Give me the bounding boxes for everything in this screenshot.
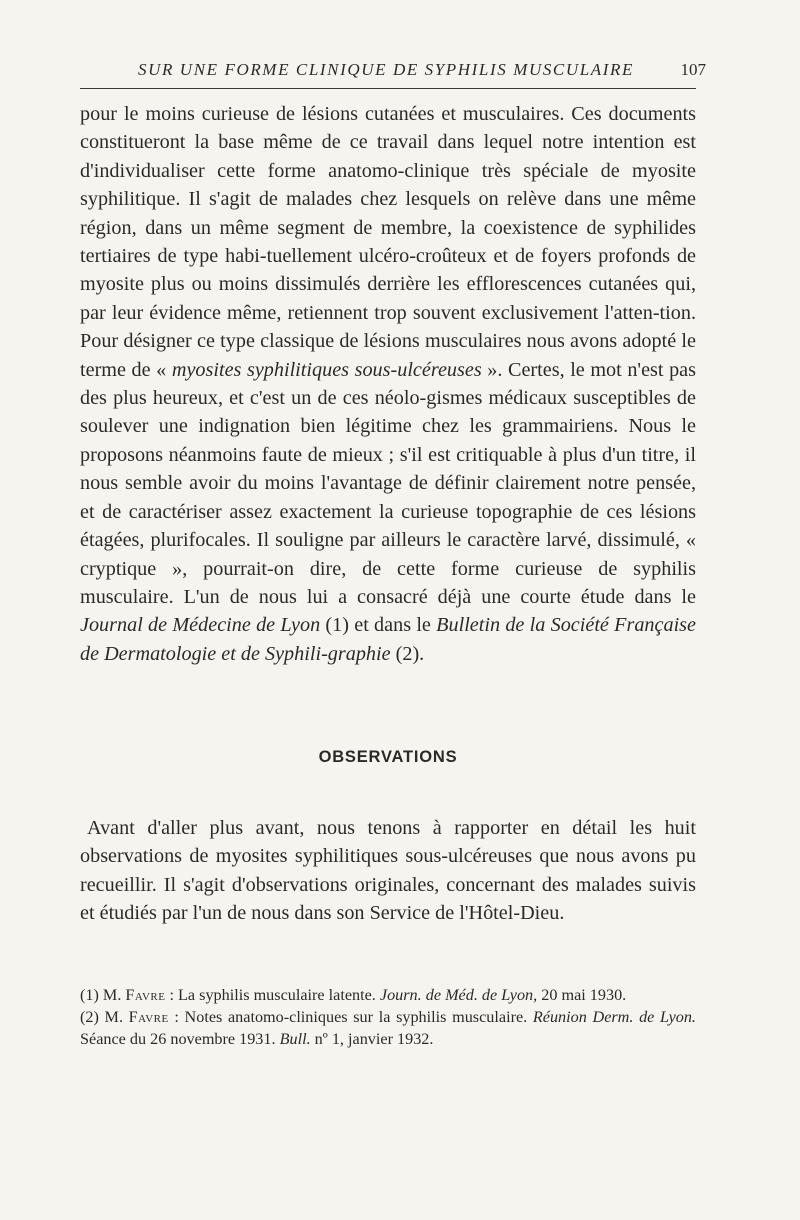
running-title: SUR UNE FORME CLINIQUE DE SYPHILIS MUSCULAIRE: [138, 60, 635, 79]
body-text-run: pour le moins curieuse de lésions cutanées et musculaires. Ces documents constitueront la base même de ce travail dans lequel notre intention est d'individualiser cette forme anatomo-clinique très spéciale de myosite syphilitique. Il s'agit de malades chez lesquels on relève dans une même région, dans un même segment de membre, la coexistence de syphilides tertiaires de type habi-tuellement ulcéro-croûteux et de foyers profonds de myosite plus ou moins dissimulés derrière les efflorescences cutanées qui, par leur évidence même, retiennent trop souvent exclusivement l'atten-tion. Pour désigner ce type classique de lésions musculaires nous avons adopté le terme de «: [80, 103, 696, 381]
footnote-marker: (1) M.: [80, 986, 126, 1004]
observations-intro: [80, 814, 696, 928]
footnote-source-italic: Réunion Derm. de Lyon.: [532, 1008, 696, 1026]
body-text-run: (1) et dans le: [320, 614, 437, 637]
footnote-text: : La syphilis musculaire latente.: [165, 986, 380, 1004]
header-rule: [80, 88, 696, 89]
page-number: 107: [680, 60, 706, 79]
footnote-1: [80, 984, 696, 1006]
footnote-text: : Notes anatomo-cliniques sur la syphilis musculaire.: [168, 1008, 533, 1026]
journal-title-italic: Journal de Médecine de Lyon: [80, 614, 321, 637]
footnote-bull-italic: Bull.: [279, 1030, 311, 1048]
footnote-text: 20 mai 1930.: [537, 986, 627, 1004]
body-paragraph: [80, 100, 696, 668]
body-text-run: ». Certes, le mot n'est pas des plus heureux, et c'est un de ces néolo-gismes médicaux susceptibles de soulever une indignation bien légitime chez les grammairiens. Nous le proposons néanmoins faute de mieux ; s'il est critiquable à plus d'un titre, il nous semble avoir du moins l'avantage de définir clairement notre pensée, et de caractériser assez exactement la curieuse topographie de ces lésions étagées, plurifocales. Il souligne par ailleurs le caractère larvé, dissimulé, « cryptique », pourrait-on dire, de cette forme curieuse de syphilis musculaire. L'un de nous lui a consacré déjà une courte étude dans le: [80, 358, 696, 608]
section-heading: OBSERVATIONS: [318, 748, 458, 766]
footnote-source-italic: Journ. de Méd. de Lyon,: [379, 986, 538, 1004]
term-italic: myosites syphilitiques sous-ulcéreuses: [171, 358, 482, 381]
bulletin-title-italic: Bulletin de la Société Française de Dermatologie et de Syphili-graphie: [80, 614, 696, 665]
footnotes: [80, 984, 696, 1050]
footnote-2: [80, 1006, 696, 1050]
footnote-text: nº 1, janvier 1932.: [310, 1030, 434, 1048]
observations-paragraph: Avant d'aller plus avant, nous tenons à rapporter en détail les huit observations de myosites syphilitiques sous-ulcéreuses que nous avons pu recueillir. Il s'agit d'observations originales, concernant des malades suivis et étudiés par l'un de nous dans son Service de l'Hôtel-Dieu.: [80, 817, 696, 925]
footnote-text: Séance du 26 novembre 1931.: [80, 1030, 280, 1048]
footnote-author: Favre: [128, 1008, 169, 1026]
footnote-author: Favre: [125, 986, 166, 1004]
footnote-marker: (2) M.: [80, 1008, 129, 1026]
running-head: [80, 60, 710, 90]
body-text: [80, 100, 696, 668]
body-text-run: (2).: [390, 642, 425, 665]
